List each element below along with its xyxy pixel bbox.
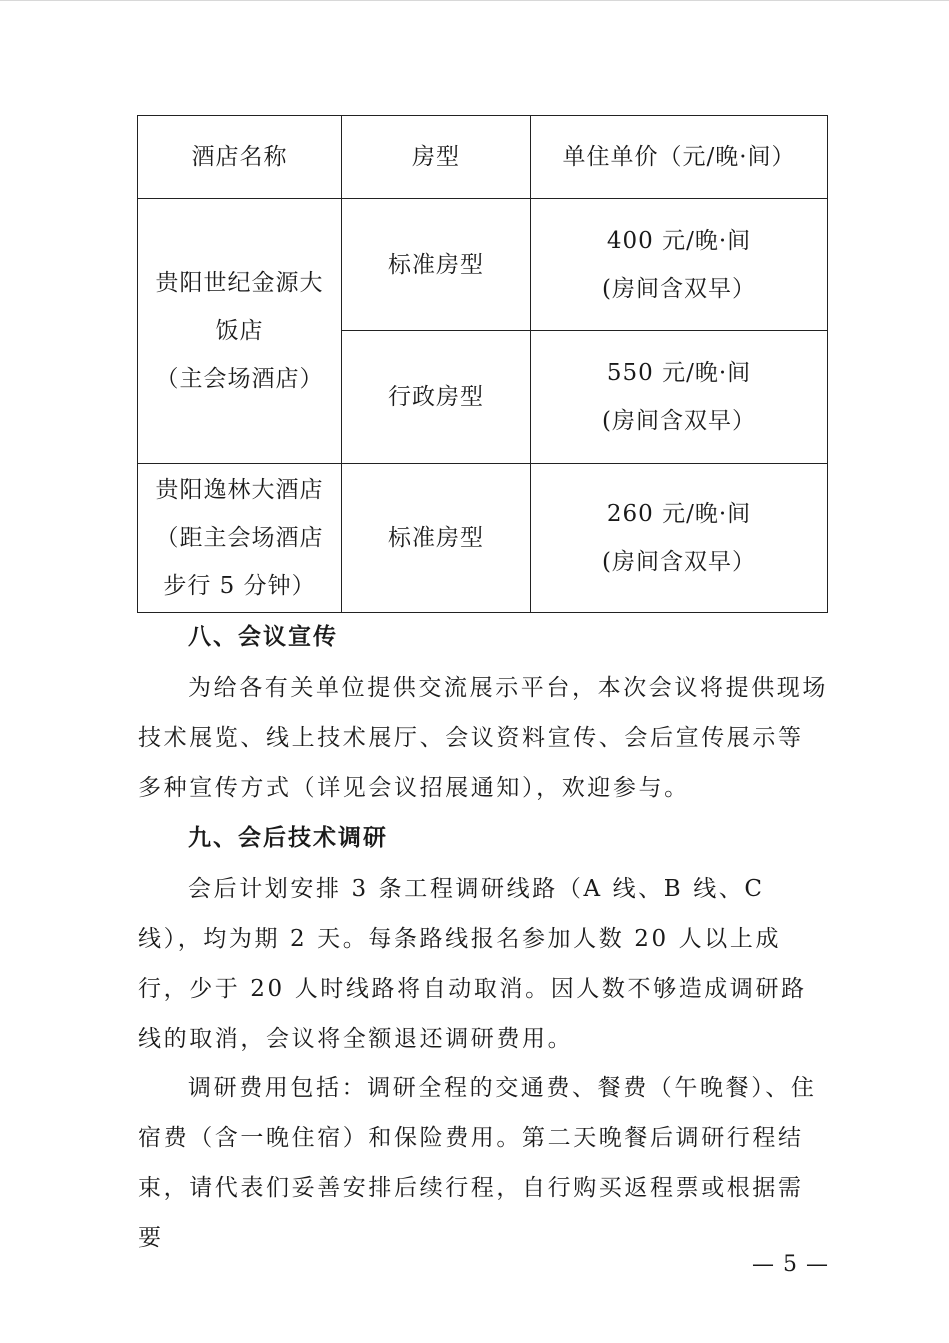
table-row <box>138 199 828 331</box>
header-hotel-name: 酒店名称 <box>138 116 342 199</box>
price-cell <box>531 464 828 613</box>
page-number: — 5 — <box>752 1252 829 1277</box>
section9-heading: 九、会后技术调研 <box>188 824 388 851</box>
section8-paragraph: 为给各有关单位提供交流展示平台，本次会议将提供现场技术展览、线上技术展厅、会议资料宣传、会后宣传展示等多种宣传方式（详见会议招展通知），欢迎参与。 <box>138 675 828 801</box>
price-value: 400 元/晚·间 <box>606 227 752 254</box>
hotel-name-line: 饭店 <box>215 318 264 344</box>
room-type-cell: 标准房型 <box>342 199 531 331</box>
hotel-name-note: （主会场酒店） <box>155 366 324 392</box>
price-note: (房间含双早） <box>602 408 756 434</box>
hotel-name-line: 贵阳世纪金源大 <box>155 270 324 296</box>
hotel-name-cell <box>138 199 342 464</box>
section9-body <box>138 864 828 1064</box>
price-value: 260 元/晚·间 <box>606 501 752 527</box>
section9-paragraph-2: 调研费用包括：调研全程的交通费、餐费（午晚餐）、住宿费（含一晚住宿）和保险费用。第二天晚餐后调研行程结束，请代表们妥善安排后续行程，自行购买返程票或根据需要 <box>138 1075 817 1251</box>
section9-paragraph-1: 会后计划安排 3 条工程调研线路（A 线、B 线、C 线），均为期 2 天。每条路线报名参加人数 20 人以上成行，少于 20 人时线路将自动取消。因人数不够造成调研路线的取消，会议将全额退还调研费用。 <box>138 876 807 1052</box>
section8-heading: 八、会议宣传 <box>188 623 338 650</box>
price-cell <box>531 331 828 464</box>
hotel-name-note: （距主会场酒店 <box>155 525 324 551</box>
price-cell <box>531 199 828 331</box>
table-header-row <box>138 116 828 199</box>
header-unit-price: 单住单价（元/晚·间） <box>531 116 828 199</box>
price-note: (房间含双早） <box>602 549 756 575</box>
section8-body <box>138 663 828 813</box>
section9-body-2 <box>138 1063 828 1263</box>
table-row <box>138 464 828 613</box>
room-type-cell: 行政房型 <box>342 331 531 464</box>
page-top-border <box>0 0 949 1</box>
hotel-price-table <box>137 115 828 613</box>
price-note: (房间含双早） <box>602 275 756 302</box>
hotel-name-cell <box>138 464 342 613</box>
room-type-cell: 标准房型 <box>342 464 531 613</box>
hotel-name-line: 贵阳逸林大酒店 <box>155 477 324 503</box>
price-value: 550 元/晚·间 <box>606 360 752 386</box>
header-room-type: 房型 <box>342 116 531 199</box>
hotel-name-note: 步行 5 分钟） <box>163 573 316 599</box>
